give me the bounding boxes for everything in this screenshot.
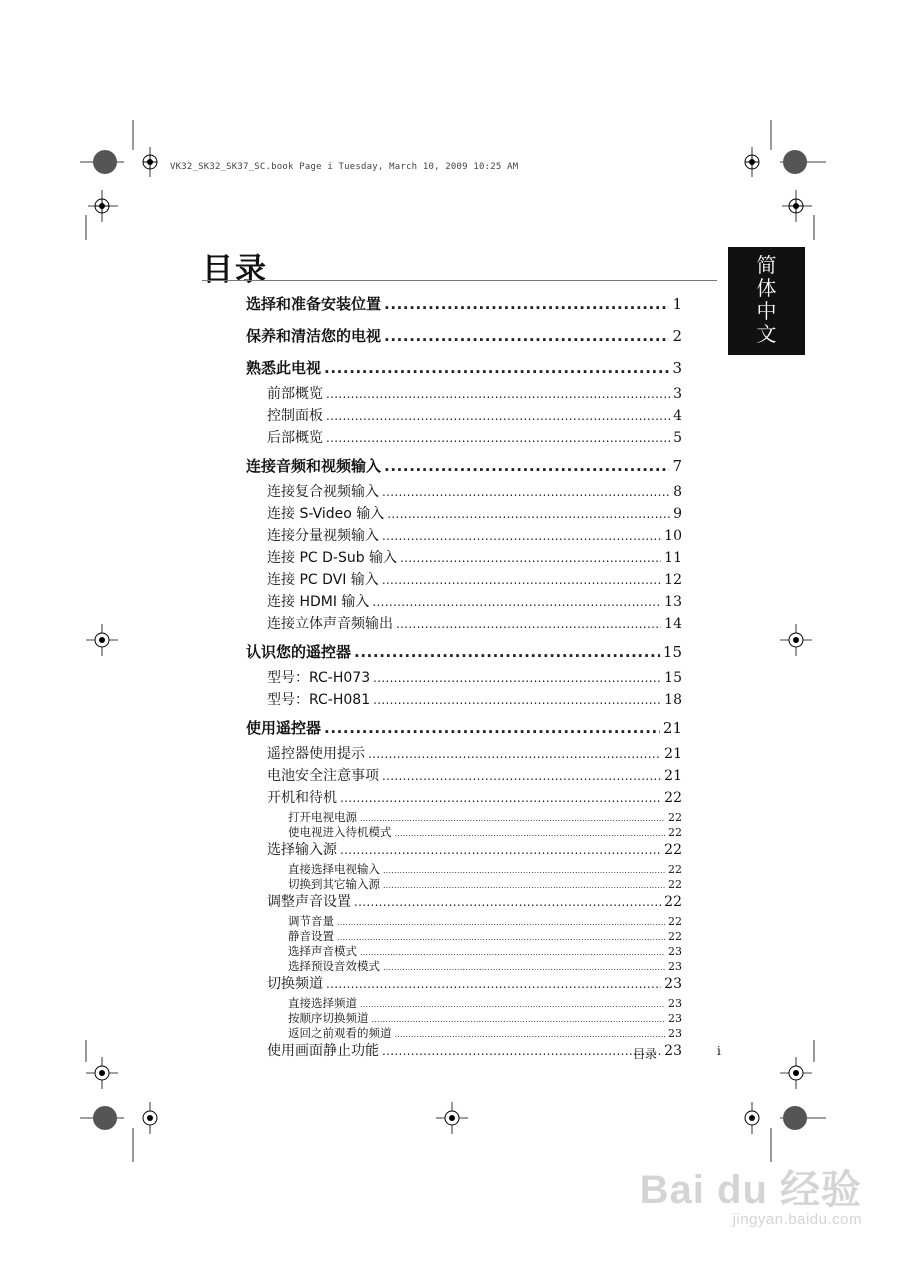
dot-leader <box>337 918 665 927</box>
toc-entry-label: 连接 PC D-Sub 输入 <box>267 550 398 566</box>
toc-entry-page: 22 <box>668 811 682 824</box>
toc-entry-page: 11 <box>664 550 682 566</box>
toc-entry-level-2[interactable] <box>246 667 682 689</box>
dot-leader <box>324 359 669 377</box>
toc-entry-page: 22 <box>668 863 682 876</box>
toc-entry-level-2[interactable] <box>246 481 682 503</box>
toc-entry-page: 18 <box>664 692 682 708</box>
toc-entry-page: 23 <box>664 976 682 992</box>
toc-entry-page: 23 <box>668 997 682 1010</box>
toc-entry-page: 1 <box>672 295 682 313</box>
toc-entry-label: 调节音量 <box>288 914 334 928</box>
toc-entry-level-3[interactable] <box>246 1010 682 1025</box>
toc-entry-level-2[interactable] <box>246 891 682 913</box>
dot-leader <box>326 431 670 445</box>
dot-leader <box>337 933 665 942</box>
dot-leader <box>326 387 670 401</box>
dot-leader <box>384 295 669 313</box>
toc-entry-label: 连接立体声音频输出 <box>267 616 393 632</box>
toc-entry-label: 连接复合视频输入 <box>267 484 379 500</box>
toc-entry-label: 连接音频和视频输入 <box>246 457 382 475</box>
dot-leader <box>360 1000 665 1009</box>
toc-entry-page: 4 <box>673 408 682 424</box>
dot-leader <box>373 693 661 707</box>
footer-page-number: i <box>717 1044 721 1058</box>
dot-leader <box>340 843 661 857</box>
dot-leader <box>382 769 661 783</box>
dot-leader <box>326 977 661 991</box>
toc-entry-label: 熟悉此电视 <box>246 359 322 377</box>
language-tab-char: 中 <box>756 299 777 323</box>
dot-leader <box>382 1044 661 1058</box>
toc-entry-label: 直接选择频道 <box>288 996 357 1010</box>
toc-entry-page: 3 <box>672 359 682 377</box>
toc-entry-label: 控制面板 <box>267 408 323 424</box>
toc-entry-level-2[interactable] <box>246 525 682 547</box>
toc-entry-level-3[interactable] <box>246 824 682 839</box>
dot-leader <box>384 457 669 475</box>
toc-entry-level-2[interactable] <box>246 1040 682 1062</box>
dot-leader <box>383 963 665 972</box>
toc-entry-label: 型号：RC-H073 <box>267 670 371 686</box>
toc-entry-label: 型号：RC-H081 <box>267 692 371 708</box>
toc-entry-label: 打开电视电源 <box>288 810 357 824</box>
toc-entry-page: 23 <box>668 1012 682 1025</box>
toc-entry-page: 2 <box>672 327 682 345</box>
toc-entry-level-3[interactable] <box>246 1025 682 1040</box>
toc-entry-level-2[interactable] <box>246 591 682 613</box>
toc-entry-page: 22 <box>664 842 682 858</box>
toc-entry-level-1[interactable] <box>246 323 682 351</box>
dot-leader <box>395 1030 666 1039</box>
toc-entry-level-3[interactable] <box>246 943 682 958</box>
toc-entry-page: 22 <box>664 894 682 910</box>
toc-entry-label: 保养和清洁您的电视 <box>246 327 382 345</box>
dot-leader <box>368 747 661 761</box>
watermark <box>640 1158 862 1228</box>
toc-entry-label: 选择预设音效模式 <box>288 959 380 973</box>
toc-entry-page: 21 <box>662 719 682 737</box>
toc-entry-label: 使用遥控器 <box>246 719 322 737</box>
toc-entry-level-3[interactable] <box>246 809 682 824</box>
dot-leader <box>382 485 670 499</box>
toc-entry-level-3[interactable] <box>246 928 682 943</box>
toc-entry-level-1[interactable] <box>246 639 682 667</box>
toc-entry-page: 22 <box>664 790 682 806</box>
toc-entry-page: 13 <box>664 594 682 610</box>
toc-entry-label: 前部概览 <box>267 386 323 402</box>
dot-leader <box>373 671 661 685</box>
toc-entry-level-1[interactable] <box>246 715 682 743</box>
footer-label: 目录 <box>633 1047 658 1061</box>
toc-entry-level-1[interactable] <box>246 291 682 319</box>
toc-entry-level-2[interactable] <box>246 765 682 787</box>
dot-leader <box>354 895 661 909</box>
toc-entry-page: 9 <box>673 506 682 522</box>
toc-entry-page: 23 <box>668 960 682 973</box>
dot-leader <box>372 1015 666 1024</box>
toc-entry-level-2[interactable] <box>246 503 682 525</box>
toc-entry-page: 8 <box>673 484 682 500</box>
toc-entry-label: 直接选择电视输入 <box>288 862 380 876</box>
toc-entry-page: 7 <box>672 457 682 475</box>
toc-entry-page: 23 <box>668 1027 682 1040</box>
toc-entry-level-3[interactable] <box>246 995 682 1010</box>
toc-entry-label: 开机和待机 <box>267 790 337 806</box>
toc-entry-level-2[interactable] <box>246 613 682 635</box>
dot-leader <box>354 643 660 661</box>
dot-leader <box>395 829 666 838</box>
toc-entry-label: 连接 PC DVI 输入 <box>267 572 379 588</box>
toc-entry-level-3[interactable] <box>246 861 682 876</box>
dot-leader <box>400 551 661 565</box>
toc-entry-page: 22 <box>668 826 682 839</box>
toc-entry-label: 认识您的遥控器 <box>246 643 352 661</box>
toc-entry-level-2[interactable] <box>246 405 682 427</box>
toc-entry-level-1[interactable] <box>246 355 682 383</box>
toc-entry-page: 22 <box>668 930 682 943</box>
toc-entry-page: 14 <box>664 616 682 632</box>
toc-entry-page: 15 <box>662 643 682 661</box>
toc-entry-label: 调整声音设置 <box>267 894 351 910</box>
toc-entry-label: 连接分量视频输入 <box>267 528 379 544</box>
toc-entry-page: 22 <box>668 878 682 891</box>
page-title: 目录 <box>202 252 268 288</box>
toc-entry-level-3[interactable] <box>246 876 682 891</box>
toc-entry-level-2[interactable] <box>246 569 682 591</box>
toc-entry-label: 切换到其它输入源 <box>288 877 380 891</box>
toc-entry-level-2[interactable] <box>246 427 682 449</box>
toc-entry-label: 按顺序切换频道 <box>288 1011 369 1025</box>
language-tab-char: 体 <box>756 276 777 300</box>
toc-entry-label: 返回之前观看的频道 <box>288 1026 392 1040</box>
dot-leader <box>360 814 665 823</box>
toc-entry-label: 切换频道 <box>267 976 323 992</box>
toc-entry-label: 选择输入源 <box>267 842 337 858</box>
title-rule <box>202 280 717 281</box>
watermark-url: jingyan.baidu.com <box>732 1211 862 1228</box>
toc-entry-label: 选择声音模式 <box>288 944 357 958</box>
toc-entry-label: 静音设置 <box>288 929 334 943</box>
table-of-contents <box>246 291 682 1062</box>
toc-entry-page: 21 <box>664 746 682 762</box>
toc-entry-page: 22 <box>668 915 682 928</box>
toc-entry-label: 电池安全注意事项 <box>267 768 379 784</box>
language-tab <box>728 247 805 355</box>
dot-leader <box>384 327 669 345</box>
toc-entry-level-2[interactable] <box>246 383 682 405</box>
language-tab-char: 文 <box>756 322 777 346</box>
toc-entry-page: 23 <box>668 945 682 958</box>
toc-entry-label: 后部概览 <box>267 430 323 446</box>
toc-entry-level-2[interactable] <box>246 547 682 569</box>
dot-leader <box>326 409 670 423</box>
dot-leader <box>383 866 665 875</box>
toc-entry-page: 15 <box>664 670 682 686</box>
dot-leader <box>387 507 670 521</box>
dot-leader <box>372 595 661 609</box>
toc-entry-level-2[interactable] <box>246 689 682 711</box>
toc-entry-level-2[interactable] <box>246 743 682 765</box>
dot-leader <box>396 617 661 631</box>
dot-leader <box>360 948 665 957</box>
toc-entry-level-3[interactable] <box>246 958 682 973</box>
toc-entry-page: 21 <box>664 768 682 784</box>
toc-entry-label: 使用画面静止功能 <box>267 1043 379 1059</box>
toc-entry-level-2[interactable] <box>246 839 682 861</box>
toc-entry-page: 23 <box>664 1043 682 1059</box>
toc-entry-label: 选择和准备安装位置 <box>246 295 382 313</box>
dot-leader <box>382 529 661 543</box>
toc-entry-page: 10 <box>664 528 682 544</box>
toc-entry-label: 连接 S-Video 输入 <box>267 506 385 522</box>
toc-entry-level-2[interactable] <box>246 973 682 995</box>
watermark-brand: Bai du 经验 <box>639 1168 862 1212</box>
language-tab-char: 简 <box>756 253 777 277</box>
dot-leader <box>382 573 661 587</box>
toc-entry-page: 12 <box>664 572 682 588</box>
toc-entry-level-3[interactable] <box>246 913 682 928</box>
toc-entry-label: 遥控器使用提示 <box>267 746 365 762</box>
toc-entry-level-2[interactable] <box>246 787 682 809</box>
toc-entry-label: 连接 HDMI 输入 <box>267 594 370 610</box>
dot-leader <box>324 719 660 737</box>
toc-entry-page: 3 <box>673 386 682 402</box>
dot-leader <box>383 881 665 890</box>
print-header: VK32_SK32_SK37_SC.book Page i Tuesday, March 10, 2009 10:25 AM <box>170 162 519 172</box>
toc-entry-page: 5 <box>673 430 682 446</box>
toc-entry-level-1[interactable] <box>246 453 682 481</box>
toc-entry-label: 使电视进入待机模式 <box>288 825 392 839</box>
dot-leader <box>340 791 661 805</box>
